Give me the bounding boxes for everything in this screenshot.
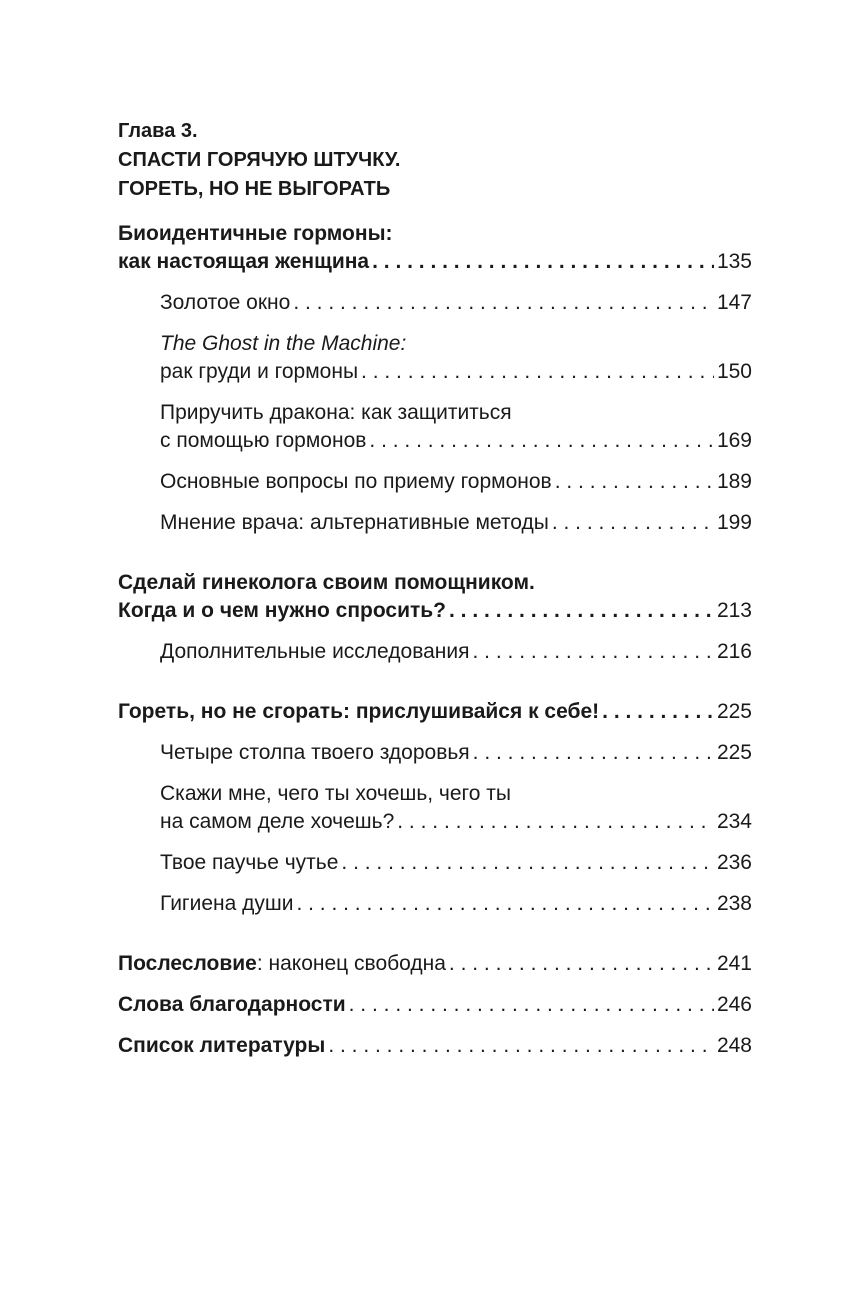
toc-subentry[interactable] bbox=[160, 739, 752, 767]
dot-leader bbox=[341, 849, 714, 877]
toc-entry[interactable] bbox=[118, 1032, 752, 1060]
toc-entry-title-line1: Скажи мне, чего ты хочешь, чего ты bbox=[160, 782, 511, 805]
dot-leader bbox=[555, 468, 714, 496]
toc-entry-title: Основные вопросы по приему гормонов bbox=[160, 470, 552, 493]
toc-entry-title: на самом деле хочешь? bbox=[160, 810, 395, 833]
chapter-heading bbox=[118, 117, 400, 204]
toc-entry[interactable] bbox=[118, 220, 752, 276]
toc-entry[interactable] bbox=[118, 698, 752, 726]
dot-leader bbox=[369, 427, 714, 455]
toc-subentry[interactable] bbox=[160, 509, 752, 537]
toc-entry-title: рак груди и гормоны bbox=[160, 360, 359, 383]
toc-entry-title: Дополнительные исследования bbox=[160, 640, 470, 663]
toc-entry-title-line1: Сделай гинеколога своим помощником. bbox=[118, 571, 535, 594]
toc-subentry[interactable] bbox=[160, 780, 752, 836]
toc-entry-title: Гореть, но не сгорать: прислушивайся к себе! bbox=[118, 700, 600, 723]
dot-leader bbox=[349, 991, 714, 1019]
dot-leader bbox=[473, 638, 714, 666]
toc-page-number: 169 bbox=[716, 429, 752, 452]
toc-page-number: 241 bbox=[716, 952, 752, 975]
toc-entry-title: Золотое окно bbox=[160, 291, 291, 314]
toc-page-number: 248 bbox=[716, 1034, 752, 1057]
toc-entry[interactable] bbox=[118, 950, 752, 978]
toc-entry-title: Гигиена души bbox=[160, 892, 294, 915]
dot-leader bbox=[449, 950, 714, 978]
toc-entry-title: как настоящая женщина bbox=[118, 250, 370, 273]
toc-entry-title: Четыре столпа твоего здоровья bbox=[160, 741, 470, 764]
toc-page-number: 199 bbox=[716, 511, 752, 534]
toc-page-number: 189 bbox=[716, 470, 752, 493]
dot-leader bbox=[602, 698, 714, 726]
toc-subentry[interactable] bbox=[160, 330, 752, 386]
dot-leader bbox=[293, 289, 714, 317]
toc-entry-title bbox=[118, 950, 446, 978]
toc-entry-title: Слова благодарности bbox=[118, 993, 346, 1016]
dot-leader bbox=[372, 248, 714, 276]
toc-entry-title-line1: Биоидентичные гормоны: bbox=[118, 222, 393, 245]
toc-subentry[interactable] bbox=[160, 468, 752, 496]
chapter-title-line2: ГОРЕТЬ, НО НЕ ВЫГОРАТЬ bbox=[118, 178, 391, 200]
toc-entry[interactable] bbox=[118, 991, 752, 1019]
chapter-number: Глава 3. bbox=[118, 120, 198, 142]
toc-entry-title: Список литературы bbox=[118, 1034, 326, 1057]
dot-leader bbox=[397, 808, 714, 836]
toc-page-number: 216 bbox=[716, 640, 752, 663]
toc-entry[interactable] bbox=[118, 569, 752, 625]
dot-leader bbox=[449, 597, 714, 625]
toc-subentry[interactable] bbox=[160, 638, 752, 666]
toc-entry-title: Твое паучье чутье bbox=[160, 851, 339, 874]
toc-subentry[interactable] bbox=[160, 849, 752, 877]
dot-leader bbox=[296, 890, 714, 918]
chapter-title-line1: СПАСТИ ГОРЯЧУЮ ШТУЧКУ. bbox=[118, 149, 401, 171]
toc-subentry[interactable] bbox=[160, 890, 752, 918]
toc-entry-title: Мнение врача: альтернативные методы bbox=[160, 511, 549, 534]
toc-entry-title-bold: Послесловие bbox=[118, 952, 257, 975]
toc-page-number: 150 bbox=[716, 360, 752, 383]
dot-leader bbox=[473, 739, 714, 767]
toc-entry-title: с помощью гормонов bbox=[160, 429, 367, 452]
toc-entry-title-line1: The Ghost in the Machine: bbox=[160, 332, 407, 355]
toc-subentry[interactable] bbox=[160, 399, 752, 455]
toc-page-number: 238 bbox=[716, 892, 752, 915]
dot-leader bbox=[361, 358, 714, 386]
toc-page-number: 213 bbox=[716, 599, 752, 622]
toc-page-number: 225 bbox=[716, 741, 752, 764]
toc-page-number: 246 bbox=[716, 993, 752, 1016]
table-of-contents bbox=[118, 220, 752, 1060]
dot-leader bbox=[552, 509, 714, 537]
toc-page-number: 236 bbox=[716, 851, 752, 874]
toc-page-number: 135 bbox=[716, 250, 752, 273]
toc-page-number: 147 bbox=[716, 291, 752, 314]
toc-page-number: 234 bbox=[716, 810, 752, 833]
toc-entry-title: Когда и о чем нужно спросить? bbox=[118, 599, 447, 622]
toc-subentry[interactable] bbox=[160, 289, 752, 317]
toc-entry-title-line1: Приручить дракона: как защититься bbox=[160, 401, 512, 424]
toc-page-number: 225 bbox=[716, 700, 752, 723]
dot-leader bbox=[328, 1032, 714, 1060]
toc-entry-title-rest: : наконец свободна bbox=[256, 952, 446, 975]
